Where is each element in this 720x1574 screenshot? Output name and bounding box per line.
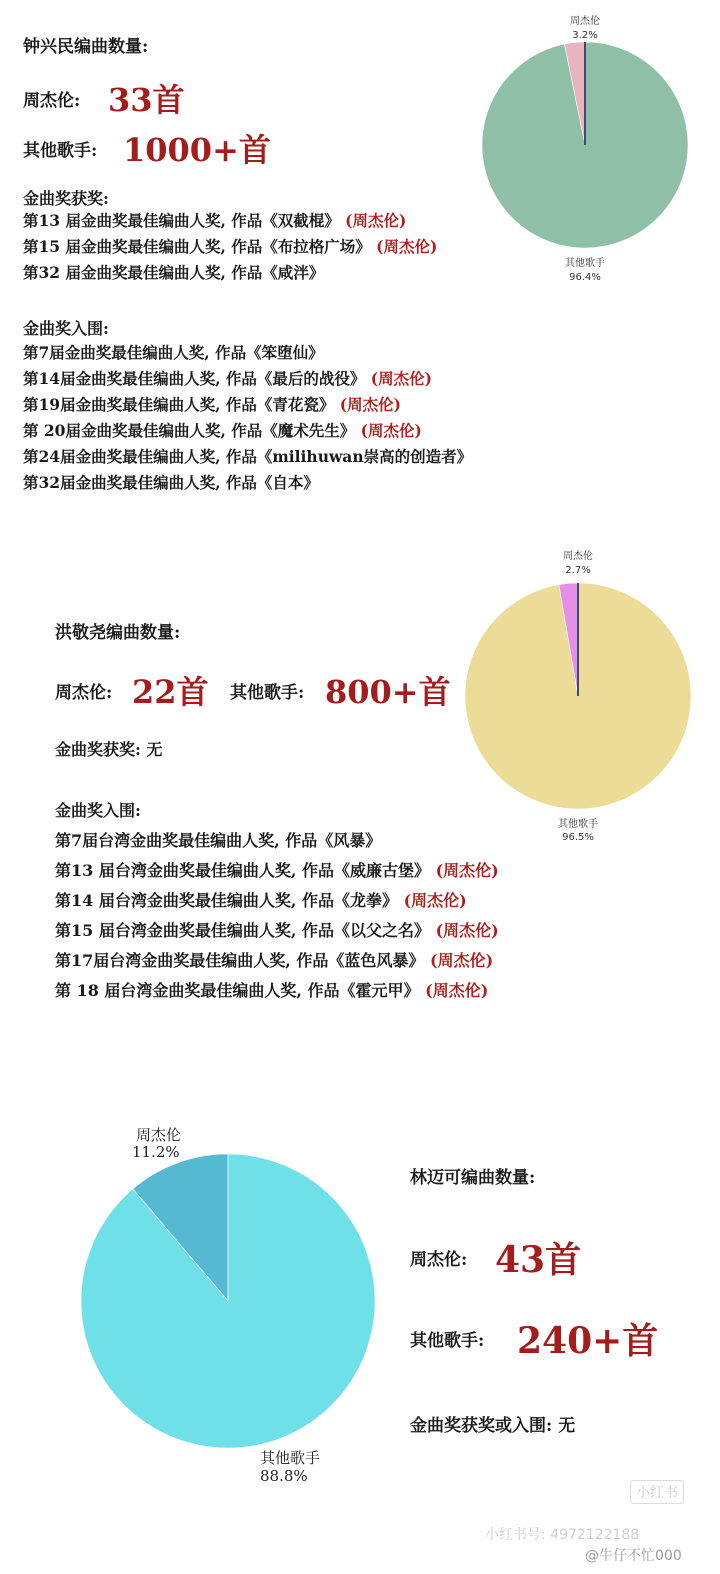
section1-others-label: 其他歌手: [23,141,98,161]
nomination-tag: (周杰伦) [435,921,499,940]
award-text: 第15 届金曲奖最佳编曲人奖, 作品《布拉格广场》 [23,237,371,256]
nomination-line [23,470,543,496]
nomination-text: 第24届金曲奖最佳编曲人奖, 作品《milihuwan崇高的创造者》 [23,447,473,466]
section3-title: 林迈可编曲数量: [410,1168,536,1188]
section3-jay-count: 43首 [495,1239,582,1281]
nomination-tag: (周杰伦) [360,421,422,440]
section3-awards-line: 金曲奖获奖或入围: 无 [410,1416,576,1436]
nomination-tag: (周杰伦) [435,861,499,880]
nomination-text: 第14 届台湾金曲奖最佳编曲人奖, 作品《龙拳》 [55,891,398,910]
section1-awards-list [23,208,503,286]
nomination-tag: (周杰伦) [425,981,489,1000]
pie1-label-others: 其他歌手 [565,258,605,269]
award-line [23,260,503,286]
pie2-label-jay: 周杰伦 [563,551,593,562]
award-tag: (周杰伦) [376,237,438,256]
pie3-pct-others: 88.8% [260,1467,308,1485]
nomination-tag: (周杰伦) [370,369,432,388]
pie-chart-3 [70,1120,390,1490]
award-line [23,234,503,260]
award-tag: (周杰伦) [345,211,407,230]
section3-others-count: 240+首 [517,1320,659,1362]
nomination-line [23,418,543,444]
pie3-label-others: 其他歌手 [260,1449,321,1467]
section2-nom-title: 金曲奖入围: [55,801,141,820]
section1-awards-title: 金曲奖获奖: [23,189,109,208]
pie3-pct-jay: 11.2% [132,1143,180,1161]
award-text: 第13 届金曲奖最佳编曲人奖, 作品《双截棍》 [23,211,340,230]
nomination-tag: (周杰伦) [339,395,401,414]
section2-jay-count: 22首 [132,673,209,711]
nomination-line [23,444,543,470]
nomination-tag: (周杰伦) [403,891,467,910]
nomination-text: 第14届金曲奖最佳编曲人奖, 作品《最后的战役》 [23,369,366,388]
nomination-line [55,856,655,886]
pie2-pct-others: 96.5% [562,832,594,843]
nomination-text: 第7届金曲奖最佳编曲人奖, 作品《笨堕仙》 [23,343,324,362]
nomination-text: 第17届台湾金曲奖最佳编曲人奖, 作品《蓝色风暴》 [55,951,425,970]
pie1-pct-jay: 3.2% [572,30,598,41]
nomination-line [55,946,655,976]
pie2-pct-jay: 2.7% [565,565,591,576]
nomination-line [55,916,655,946]
pie-chart-2 [460,545,700,845]
section1-nominations-list [23,340,543,496]
award-text: 第32 届金曲奖最佳编曲人奖, 作品《咸泮》 [23,263,325,282]
section1-nom-title: 金曲奖入围: [23,319,109,338]
pie3-label-jay: 周杰伦 [136,1126,182,1144]
nomination-line [23,366,543,392]
xiaohongshu-logo: 小红书 [630,1480,684,1504]
section2-awards-line: 金曲奖获奖: 无 [55,740,163,759]
nomination-text: 第15 届台湾金曲奖最佳编曲人奖, 作品《以父之名》 [55,921,430,940]
section2-title: 洪敬尧编曲数量: [55,623,181,643]
nomination-text: 第19届金曲奖最佳编曲人奖, 作品《青花瓷》 [23,395,335,414]
pie-chart-1 [470,10,700,295]
section3-jay-label: 周杰伦: [410,1250,468,1270]
section1-jay-label: 周杰伦: [23,91,81,111]
section1-others-count: 1000+首 [123,131,271,169]
section2-others-count: 800+首 [325,673,451,711]
xiaohongshu-id: 小红书号: 4972122188 [485,1527,640,1543]
section3-others-label: 其他歌手: [410,1331,485,1351]
nomination-tag: (周杰伦) [430,951,494,970]
section1-title: 钟兴民编曲数量: [23,37,149,57]
pie1-pct-others: 96.4% [569,272,601,283]
award-line [23,208,503,234]
pie1-label-jay: 周杰伦 [570,16,600,27]
nomination-line [23,340,543,366]
nomination-line [23,392,543,418]
nomination-text: 第 18 届台湾金曲奖最佳编曲人奖, 作品《霍元甲》 [55,981,420,1000]
section2-jay-label: 周杰伦: [55,683,113,703]
section2-others-label: 其他歌手: [230,683,305,703]
section1-jay-count: 33首 [108,81,185,119]
nomination-text: 第7届台湾金曲奖最佳编曲人奖, 作品《风暴》 [55,831,382,850]
nomination-line [55,886,655,916]
weibo-handle: @牛仔不忙000 [585,1548,682,1564]
pie2-label-others: 其他歌手 [558,819,598,830]
section2-nominations-list [55,826,655,1006]
pie-slice-others [81,1154,375,1448]
nomination-text: 第 20届金曲奖最佳编曲人奖, 作品《魔术先生》 [23,421,356,440]
nomination-text: 第13 届台湾金曲奖最佳编曲人奖, 作品《威廉古堡》 [55,861,430,880]
nomination-text: 第32届金曲奖最佳编曲人奖, 作品《自本》 [23,473,319,492]
nomination-line [55,976,655,1006]
